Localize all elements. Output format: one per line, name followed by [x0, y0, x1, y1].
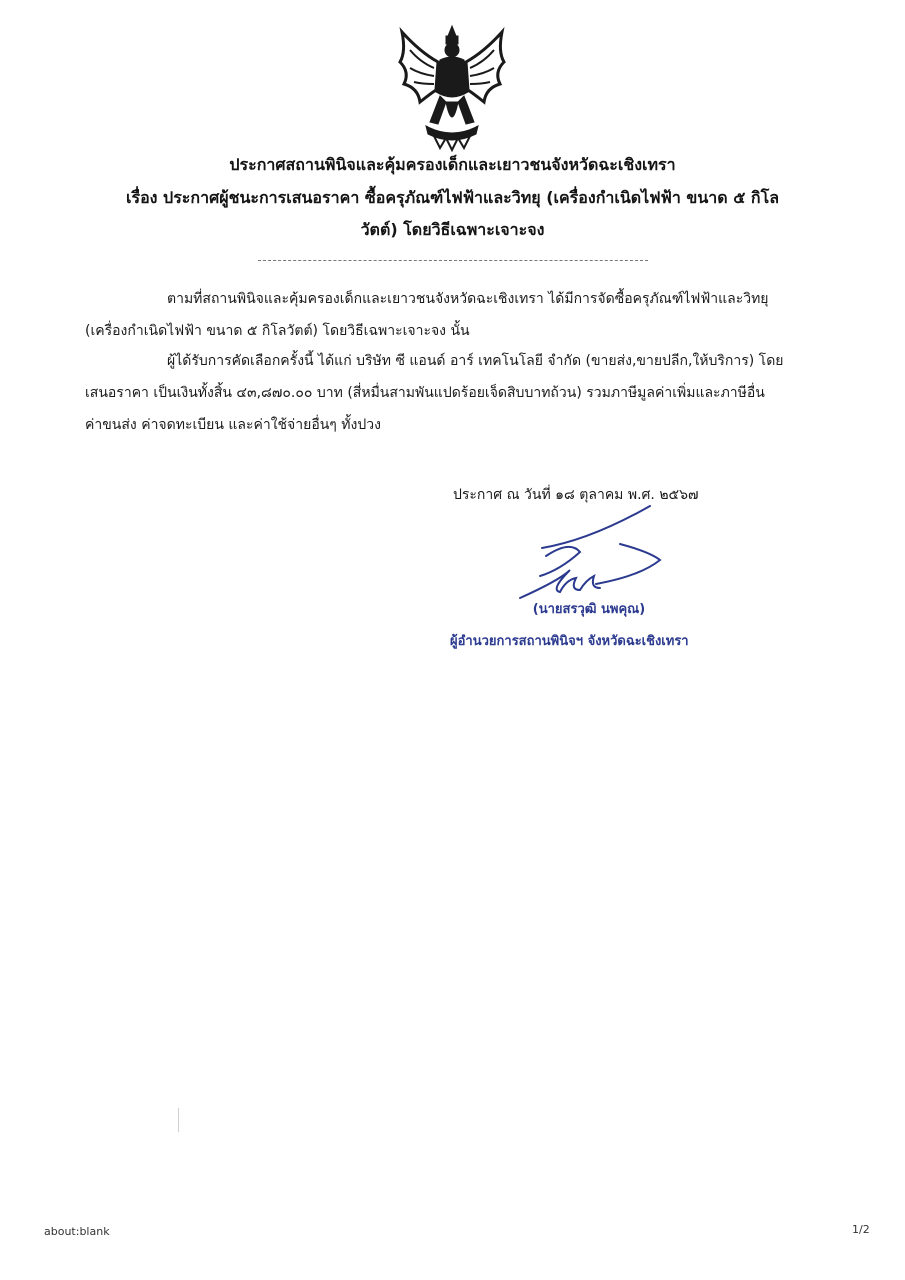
announcement-date: ประกาศ ณ วันที่ ๑๘ ตุลาคม พ.ศ. ๒๕๖๗ — [453, 487, 699, 503]
body-paragraph2-line2: เสนอราคา เป็นเงินทั้งสิ้น ๔๓,๘๗๐.๐๐ บาท (สี่หมื่นสามพันแปดร้อยเจ็ดสิบบาทถ้วน) รวมภาษีมูลค่าเพิ่มและภาษีอื่น — [85, 385, 765, 401]
handwritten-signature — [500, 500, 680, 610]
section-divider — [258, 260, 648, 261]
document-subject-line2: วัตต์) โดยวิธีเฉพาะเจาะจง — [360, 220, 545, 239]
signer-name: (นายสรวุฒิ นพคุณ) — [532, 602, 646, 617]
scan-margin-mark — [178, 1108, 179, 1132]
body-paragraph2-line3: ค่าขนส่ง ค่าจดทะเบียน และค่าใช้จ่ายอื่นๆ ทั้งปวง — [85, 417, 381, 433]
body-paragraph2-line1: ผู้ได้รับการคัดเลือกครั้งนี้ ได้แก่ บริษัท ซี แอนด์ อาร์ เทคโนโลยี จำกัด (ขายส่ง,ขายปลีก,ให้บริการ) โดย — [167, 353, 784, 369]
garuda-emblem-icon — [390, 22, 515, 152]
footer-page-number: 1/2 — [852, 1223, 870, 1236]
body-paragraph1-line1: ตามที่สถานพินิจและคุ้มครองเด็กและเยาวชนจังหวัดฉะเชิงเทรา ได้มีการจัดซื้อครุภัณฑ์ไฟฟ้าและวิทยุ — [167, 291, 769, 307]
document-subject-line1: เรื่อง ประกาศผู้ชนะการเสนอราคา ซื้อครุภัณฑ์ไฟฟ้าและวิทยุ (เครื่องกำเนิดไฟฟ้า ขนาด ๕ กิโล — [126, 188, 779, 207]
body-paragraph1-line2: (เครื่องกำเนิดไฟฟ้า ขนาด ๕ กิโลวัตต์) โดยวิธีเฉพาะเจาะจง นั้น — [85, 323, 470, 339]
footer-url: about:blank — [44, 1225, 110, 1238]
signer-title: ผู้อำนวยการสถานพินิจฯ จังหวัดฉะเชิงเทรา — [450, 634, 689, 649]
document-title: ประกาศสถานพินิจและคุ้มครองเด็กและเยาวชนจังหวัดฉะเชิงเทรา — [229, 155, 676, 174]
